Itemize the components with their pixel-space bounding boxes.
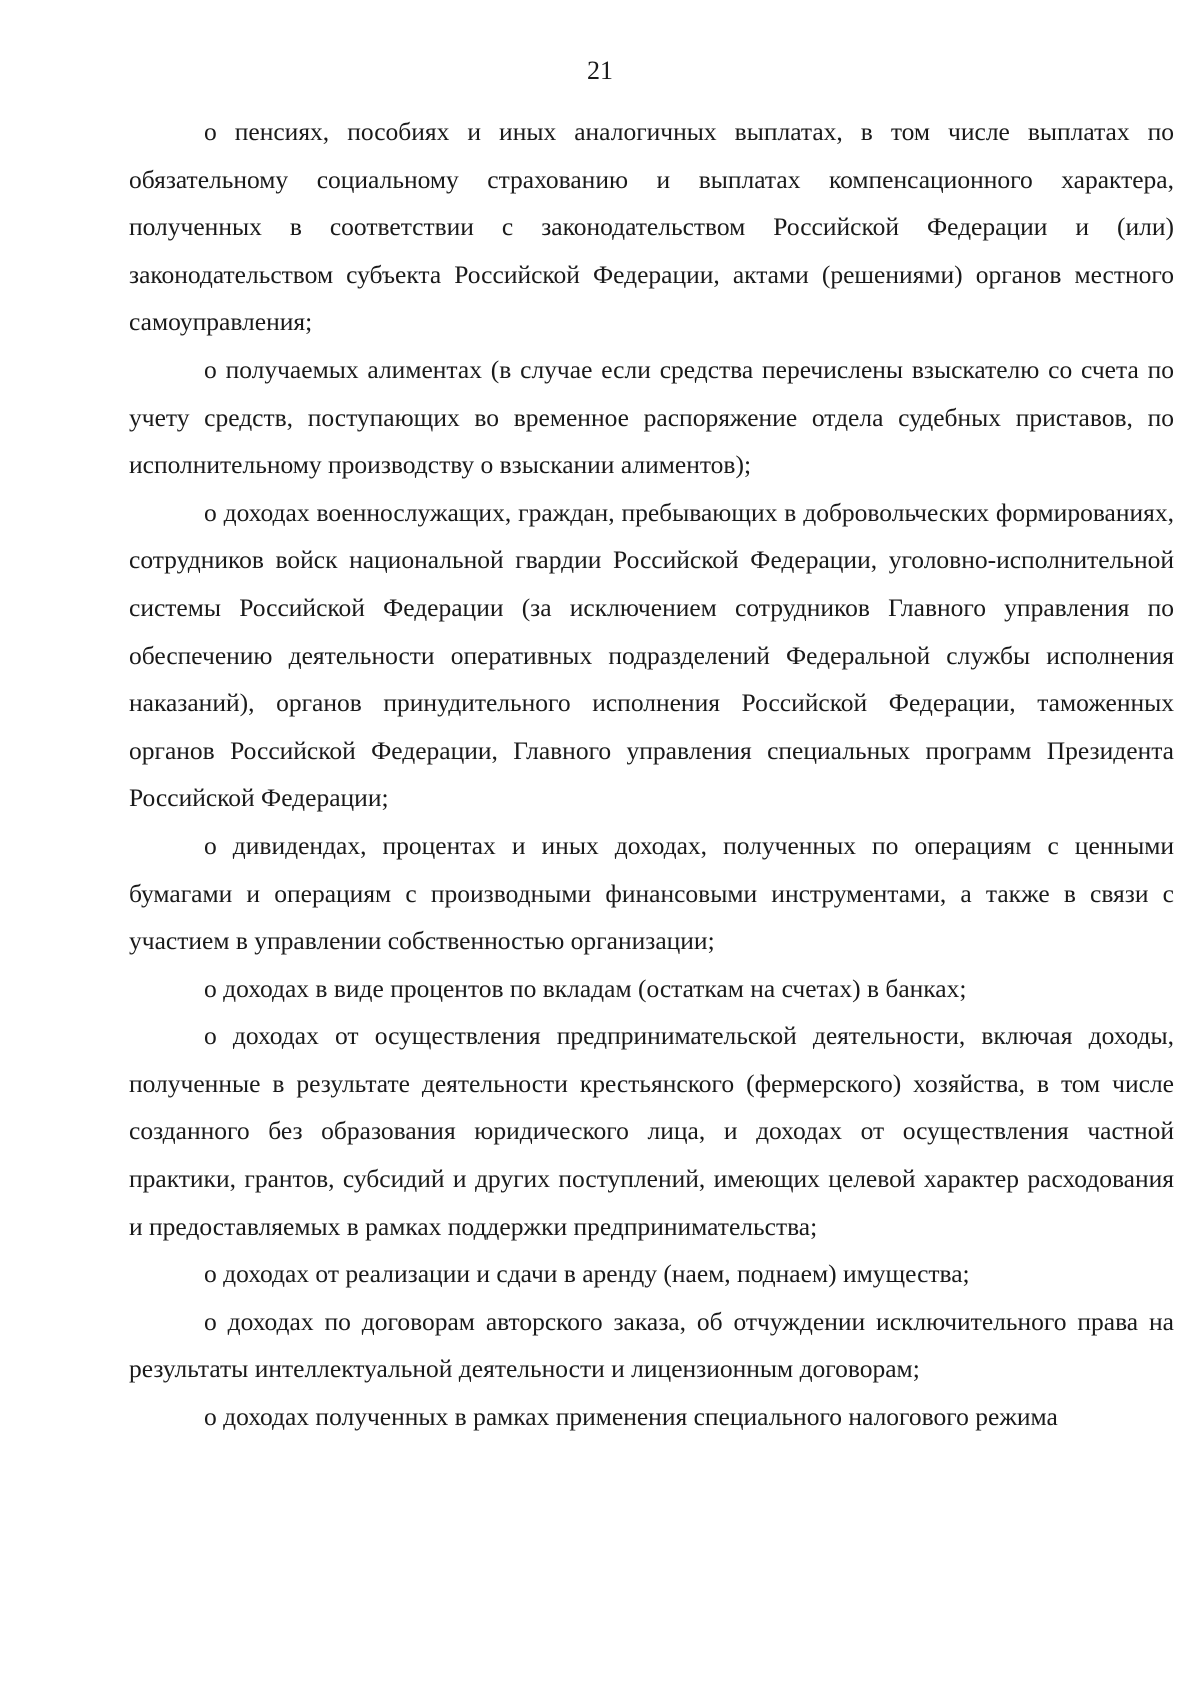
paragraph-military-income: о доходах военнослужащих, граждан, пребывающих в добровольческих формированиях, сотрудников войск национальной гвардии Российской Федерации, уголовно-исполнительной системы Российской Федерации (за исключением сотрудников Главного управления по обеспечению деятельности оперативных подразделений Федеральной службы исполнения наказаний), органов принудительного исполнения Российской Федерации, таможенных органов Российской Федерации, Главного управления специальных программ Президента Российской Федерации; <box>129 497 1174 813</box>
paragraph-alimony: о получаемых алиментах (в случае если средства перечислены взыскателю со счета по учету средств, поступающих во временное распоряжение отдела судебных приставов, по исполнительному производству о взыскании алиментов); <box>129 354 1174 480</box>
paragraph-pensions: о пенсиях, пособиях и иных аналогичных выплатах, в том числе выплатах по обязательному социальному страхованию и выплатах компенсационного характера, полученных в соответствии с законодательством Российской Федерации и (или) законодательством субъекта Российской Федерации, актами (решениями) органов местного самоуправления; <box>129 117 1174 337</box>
page-number: 21 <box>587 56 613 85</box>
paragraph-property-rent: о доходах от реализации и сдачи в аренду (наем, поднаем) имущества; <box>204 1259 970 1289</box>
paragraph-deposit-interest: о доходах в виде процентов по вкладам (остаткам на счетах) в банках; <box>204 973 967 1003</box>
document-body <box>129 108 1174 1441</box>
paragraph-copyright: о доходах по договорам авторского заказа, об отчуждении исключительного права на результаты интеллектуальной деятельности и лицензионным договорам; <box>129 1306 1174 1384</box>
paragraph-entrepreneurship: о доходах от осуществления предпринимательской деятельности, включая доходы, полученные в результате деятельности крестьянского (фермерского) хозяйства, в том числе созданного без образования юридического лица, и доходах от осуществления частной практики, грантов, субсидий и других поступлений, имеющих целевой характер расходования и предоставляемых в рамках поддержки предпринимательства; <box>129 1021 1174 1241</box>
paragraph-dividends: о дивидендах, процентах и иных доходах, полученных по операциям с ценными бумагами и операциям с производными финансовыми инструментами, а также в связи с участием в управлении собственностью организации; <box>129 830 1174 956</box>
paragraph-tax-regime: о доходах полученных в рамках применения специального налогового режима <box>204 1402 1058 1432</box>
